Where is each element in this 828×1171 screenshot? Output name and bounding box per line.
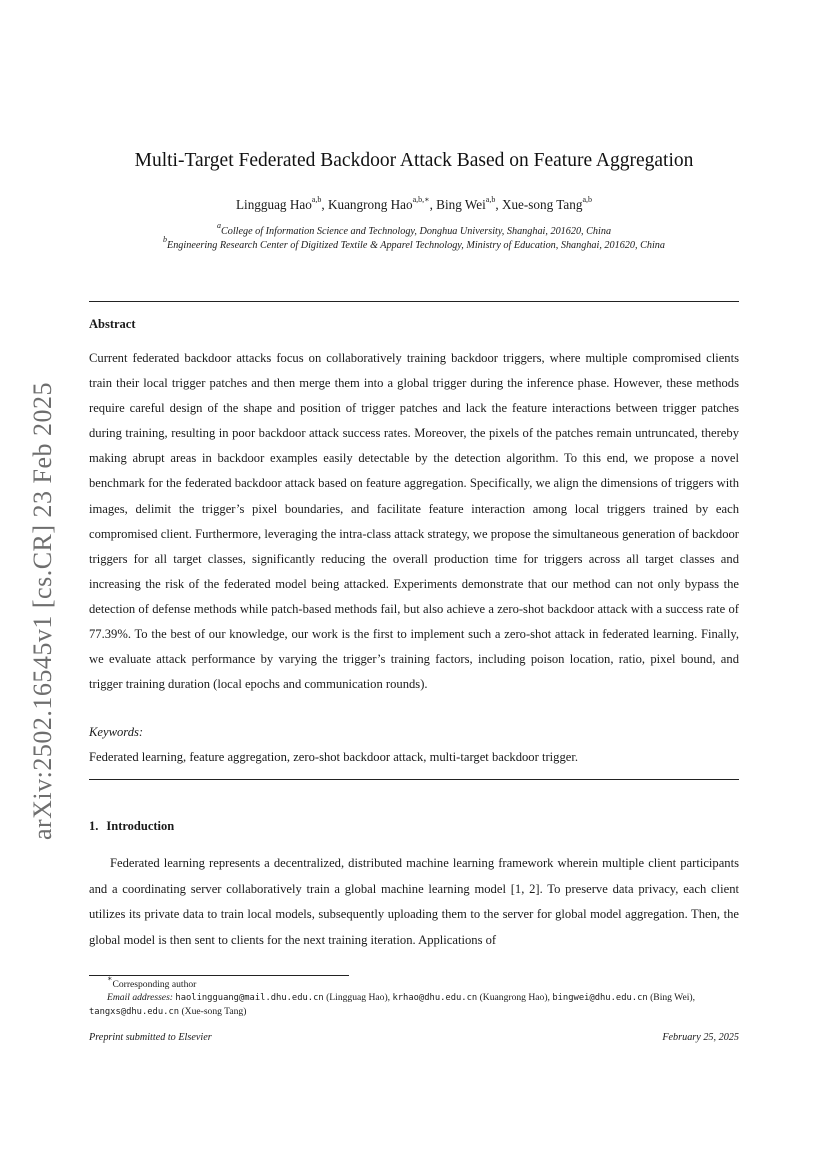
preprint-note: Preprint submitted to Elsevier [89,1032,212,1043]
abstract-bottom-rule [89,779,739,780]
keywords-label: Keywords: [89,725,144,739]
author-affiliation-mark: a,b,∗ [412,195,430,205]
footnote-rule [89,975,349,976]
author-name: Xue-song Tang [501,197,583,212]
affiliation-mark: a [216,221,221,231]
abstract-text: Current federated backdoor attacks focus on collaboratively training backdoor triggers, where multiple compromised clients train their local trigger patches and then merge them into a global trigger during the inference phase. However, these methods require careful design of the shape and position of trigger patches and lack the feature interactions between trigger patches during training, resulting in poor backdoor attack success rates. Moreover, the pixels of the patches remain untruncated, thereby making abrupt areas in backdoor examples easily detectable by the detection algorithm. To this end, we propose a novel benchmark for the federated backdoor attack based on feature aggregation. Specifically, we align the dimensions of triggers with images, delimit the trigger’s pixel boundaries, and facilitate feature interaction among local triggers trained by each compromised client. Furthermore, leveraging the intra-class attack strategy, we propose the simultaneous generation of backdoor triggers for all target classes, significantly reducing the overall production time for triggers across all target classes and increasing the risk of the federated model being attacked. Experiments demonstrate that our method can not only bypass the detection of defense methods while patch-based methods fail, but also achieve a zero-shot backdoor attack with a success rate of 77.39%. To the best of our knowledge, our work is the first to implement such a zero-shot attack in federated learning. Finally, we evaluate attack performance by varying the trigger’s training factors, including poison location, ratio, pixel bound, and trigger training duration (local epochs and communication rounds). [89,351,739,692]
author-name: Bing Wei [436,197,486,212]
affiliation-a [40,221,788,237]
section-title: Introduction [106,819,175,833]
arxiv-identifier: arXiv:2502.16545v1 [cs.CR] 23 Feb 2025 [28,381,57,841]
section-number: 1. [89,819,99,833]
author-affiliation-mark: a,b [582,195,593,205]
affiliation-b [40,235,788,251]
affiliation-text: Engineering Research Center of Digitized Textile & Apparel Technology, Ministry of Education, Shanghai, 201620, China [166,240,665,251]
author-affiliation-mark: a,b [485,195,496,205]
affiliation-mark: b [162,235,167,245]
introduction-heading [89,819,174,834]
email-owner: (Xue-song Tang) [181,1006,247,1018]
email-owner: (Lingguag Hao) [326,992,388,1003]
author-name: Lingguag Hao [235,197,312,212]
paper-title: Multi-Target Federated Backdoor Attack Based on Feature Aggregation [134,150,694,171]
email-address[interactable]: haolingguang@mail.dhu.edu.cn [175,993,324,1003]
email-owner: (Bing Wei) [650,992,693,1003]
email-addresses-note: Email addresses: haolingguang@mail.dhu.edu.cn (Lingguag Hao), krhao@dhu.edu.cn (Kuangrong Hao), bingwei@dhu.edu.cn (Bing Wei), tangxs@dhu.edu.cn (Xue-song Tang) [89,992,695,1018]
corresponding-author-label: Corresponding author [112,979,197,990]
email-address[interactable]: krhao@dhu.edu.cn [392,993,478,1003]
abstract-top-rule [89,301,739,302]
email-label: Email addresses: [107,992,173,1003]
author-list: Lingguag Hao$^{a,b}$, Kuangrong Hao$^{a,b,∗}$, Bing Wei$^{a,b}$, Xue-song Tang$^{a,b}$ [235,195,593,212]
introduction-text: Federated learning represents a decentralized, distributed machine learning framework wherein multiple client participants and a coordinating server collaboratively train a global machine learning model [1, 2]. To preserve data privacy, each client utilizes its private data to train local models, subsequently uploading them to the server for global model aggregation. Then, the global model is then sent to clients for the next training iteration. Applications of [89,856,739,947]
preprint-date: February 25, 2025 [662,1032,739,1043]
author-affiliation-mark: a,b [311,195,322,205]
email-address[interactable]: bingwei@dhu.edu.cn [552,993,648,1003]
email-owner: (Kuangrong Hao) [479,992,548,1003]
email-address[interactable]: tangxs@dhu.edu.cn [89,1007,180,1018]
abstract-heading: Abstract [89,317,136,331]
author-name: Kuangrong Hao [327,197,413,212]
footnote-mark: ∗ [107,974,113,984]
keywords-text: Federated learning, feature aggregation, zero-shot backdoor attack, multi-target backdoor trigger. [89,750,578,764]
corresponding-author-note [89,974,739,991]
affiliation-text: College of Information Science and Technology, Donghua University, Shanghai, 201620, China [220,226,612,237]
